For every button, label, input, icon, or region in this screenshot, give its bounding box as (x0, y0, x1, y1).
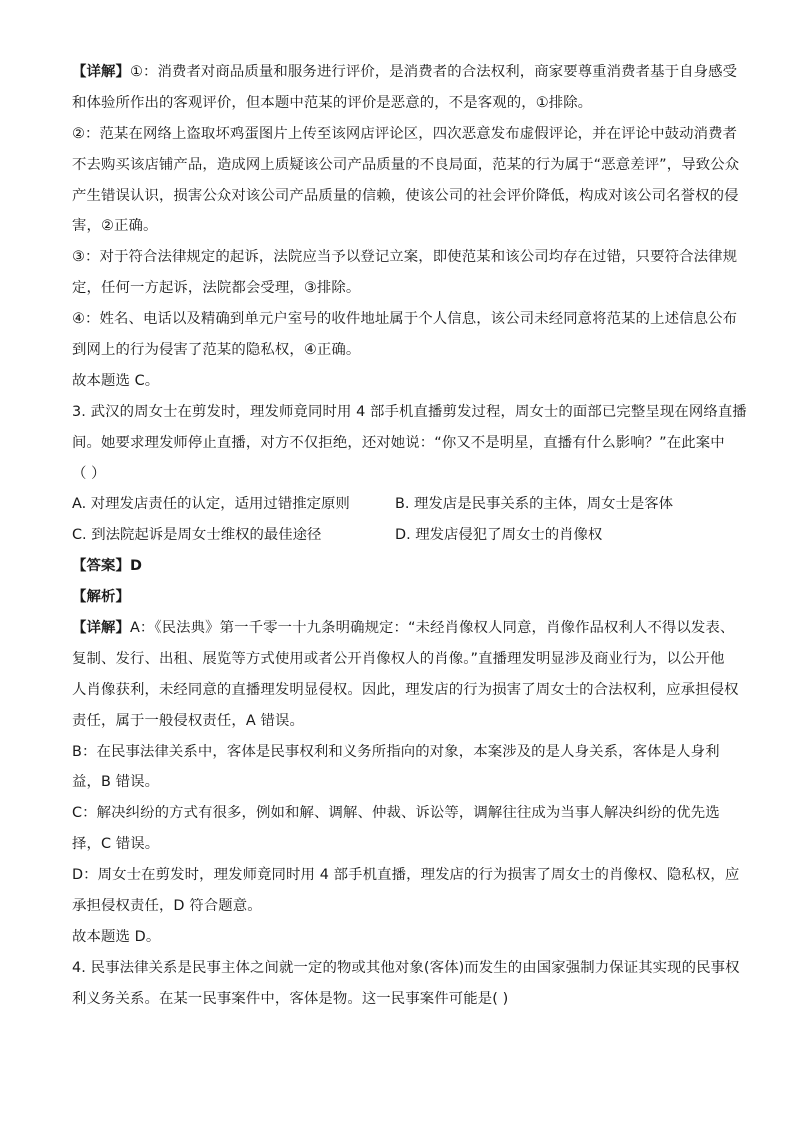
explanation-line: 【详解】①：消费者对商品质量和服务进行评价，是消费者的合法权利，商家要尊重消费者基于自身感受 (72, 64, 738, 80)
explanation-line: C：解决纠纷的方式有很多，例如和解、调解、仲裁、诉讼等，调解往往成为当事人解决纠纷的优先选 (72, 805, 720, 822)
explanation-line: ②：范某在网络上盗取坏鸡蛋图片上传至该网店评论区，四次恶意发布虚假评论，并在评论中鼓动消费者 (72, 125, 738, 142)
explanation-line: B：在民事法律关系中，客体是民事权利和义务所指向的对象，本案涉及的是人身关系，客体是人身利 (72, 743, 720, 760)
explanation-tag: 【详解】 (72, 620, 130, 637)
analysis-heading: 【解析】 (72, 589, 130, 606)
option-c: C. 到法院起诉是周女士维权的最佳途径 (72, 527, 322, 544)
explanation-line: 【详解】A：《民法典》第一千零一十九条明确规定：“未经肖像权人同意，肖像作品权利人不得以发表、 (72, 620, 735, 637)
question-3-blank: （ ） (72, 465, 106, 482)
explanation-line: D：周女士在剪发时，理发师竟同时用 4 部手机直播，理发店的行为损害了周女士的肖像权、隐私权，应 (72, 867, 740, 884)
question-4-stem: 利义务关系。在某一民事案件中，客体是物。这一民事案件可能是( ) (72, 990, 509, 1007)
explanation-line: 择，C 错误。 (72, 836, 160, 853)
document-page (72, 62, 747, 1020)
explanation-line: 人肖像获利，未经同意的直播理发明显侵权。因此，理发店的行为损害了周女士的合法权利，应承担侵权 (72, 681, 739, 698)
explanation-line: 复制、发行、出租、展览等方式使用或者公开肖像权人的肖像。”直播理发明显涉及商业行为，以公开他 (72, 650, 725, 667)
option-b: B. 理发店是民事关系的主体，周女士是客体 (395, 496, 674, 513)
explanation-line: 责任，属于一般侵权责任，A 错误。 (72, 712, 304, 729)
explanation-line: 不去购买该店铺产品，造成网上质疑该公司产品质量的不良局面，范某的行为属于“恶意差评”，导致公众 (72, 156, 740, 173)
explanation-line: 承担侵权责任，D 符合题意。 (72, 898, 262, 915)
conclusion-line: 故本题选 C。 (72, 372, 160, 389)
answer-line: 【答案】D (72, 558, 143, 575)
question-4-stem: 4. 民事法律关系是民事主体之间就一定的物或其他对象(客体)而发生的由国家强制力保证其实现的民事权 (72, 959, 740, 976)
explanation-line: 产生错误认识，损害公众对该公司产品质量的信赖，使该公司的社会评价降低，构成对该公司名誉权的侵 (72, 187, 739, 204)
explanation-line: 到网上的行为侵害了范某的隐私权，④正确。 (72, 342, 361, 359)
explanation-line: 益，B 错误。 (72, 774, 160, 791)
explanation-line: 定，任何一方起诉，法院都会受理，③排除。 (72, 280, 361, 297)
option-d: D. 理发店侵犯了周女士的肖像权 (395, 527, 603, 544)
explanation-line: ④：姓名、电话以及精确到单元户室号的收件地址属于个人信息，该公司未经同意将范某的上述信息公布 (72, 311, 738, 328)
conclusion-line: 故本题选 D。 (72, 928, 161, 945)
explanation-tag: 【详解】 (72, 64, 130, 80)
options-row (72, 525, 724, 556)
explanation-line: 害，②正确。 (72, 218, 158, 235)
option-a: A. 对理发店责任的认定，适用过错推定原则 (72, 496, 350, 513)
question-3-stem: 间。她要求理发师停止直播，对方不仅拒绝，还对她说：“你又不是明星，直播有什么影响？”在此案中 (72, 434, 725, 451)
question-3-stem: 3. 武汉的周女士在剪发时，理发师竟同时用 4 部手机直播剪发过程，周女士的面部已完整呈现在网络直播 (72, 403, 747, 420)
explanation-line: ③：对于符合法律规定的起诉，法院应当予以登记立案，即使范某和该公司均存在过错，只要符合法律规 (72, 249, 738, 266)
options-row (72, 494, 724, 525)
explanation-line: 和体验所作出的客观评价，但本题中范某的评价是恶意的，不是客观的，①排除。 (72, 94, 593, 111)
